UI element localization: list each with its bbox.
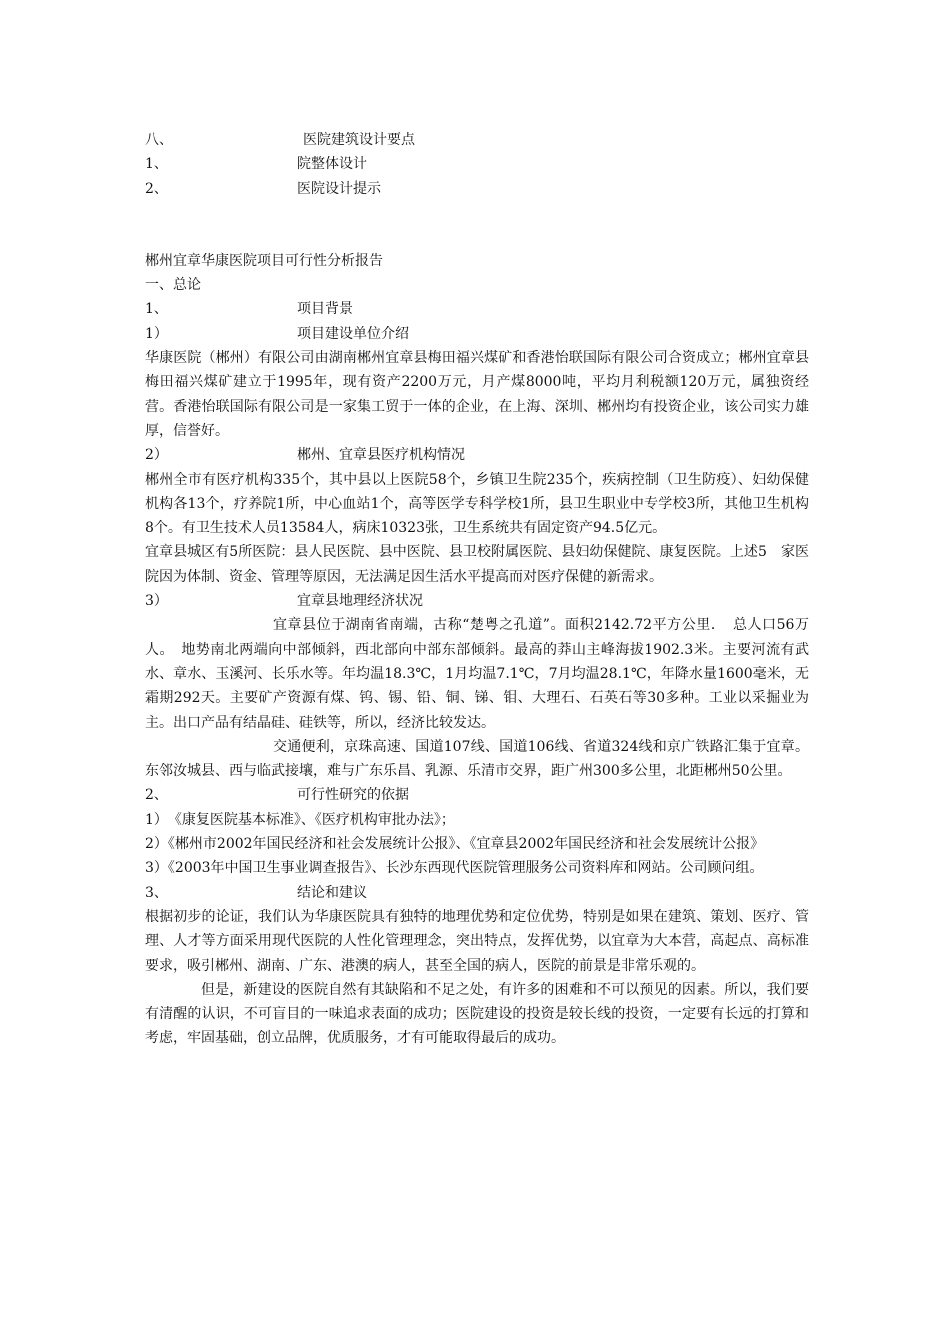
paragraph: 宜章县城区有5所医院：县人民医院、县中医院、县卫校附属医院、县妇幼保健院、康复医院。上述5 家医院因为体制、资金、管理等原因，无法满足因生活水平提高而对医疗保健的新需求。	[145, 544, 809, 585]
section-title: 可行性研究的依据	[297, 787, 409, 804]
toc-title: 医院设计提示	[297, 180, 381, 197]
document-page	[145, 128, 809, 1051]
section-heading: 2、 可行性研究的依据	[145, 783, 809, 807]
subsection-title: 项目建设单位介绍	[297, 325, 409, 342]
paragraph: 交通便利，京珠高速、国道107线、国道106线、省道324线和京广铁路汇集于宜章。东邻汝城县、西与临武接壤，难与广东乐昌、乳源、乐清市交界，距广州300多公里，北距郴州50公里。	[145, 738, 809, 780]
section-heading: 1、 项目背景	[145, 297, 809, 321]
paragraph: 但是，新建设的医院自然有其缺陷和不足之处，有许多的困难和不可以预见的因素。所以，我们要有清醒的认识，不可盲目的一味追求表面的成功；医院建设的投资是较长线的投资，一定要有长远的打算和考虑，牢固基础，创立品牌，优质服务，才有可能取得最后的成功。	[145, 981, 809, 1047]
section-title: 结论和建议	[297, 884, 367, 901]
section-heading: 3、 结论和建议	[145, 881, 809, 905]
subsection-heading: 3） 宜章县地理经济状况	[145, 589, 809, 613]
toc-entry-8: 八、 医院建筑设计要点	[145, 128, 809, 152]
toc-entry-2: 2、 医院设计提示	[145, 177, 809, 201]
paragraph: 宜章县位于湖南省南端，古称“楚粤之孔道”。面积2142.72平方公里． 总人口56万人。 地势南北两端向中部倾斜，西北部向中部东部倾斜。最高的莽山主峰海拔1902.3米。主要河流有武水、章水、玉溪河、长乐水等。年均温18.3℃，1月均温7.1℃，7月均温28.1℃，年降水量1600毫米，无霜期292天。主要矿产资源有煤、钨、锡、铅、铜、锑、钼、大理石、石英石等30多种。工业以采掘业为主。出口产品有结晶硅、硅铁等，所以，经济比较发达。	[145, 617, 809, 731]
subsection-heading: 1） 项目建设单位介绍	[145, 322, 809, 346]
paragraph: 华康医院（郴州）有限公司由湖南郴州宜章县梅田福兴煤矿和香港怡联国际有限公司合资成立；郴州宜章县梅田福兴煤矿建立于1995年，现有资产2200万元，月产煤8000吨，平均月利税额120万元，属独资经营。香港怡联国际有限公司是一家集工贸于一体的企业，在上海、深圳、郴州均有投资企业，该公司实力雄厚，信誉好。	[145, 350, 809, 439]
reference-item: 3）《2003年中国卫生事业调查报告》、长沙东西现代医院管理服务公司资料库和网站。公司顾问组。	[145, 860, 764, 877]
subsection-title: 郴州、宜章县医疗机构情况	[297, 447, 465, 464]
subsection-title: 宜章县地理经济状况	[297, 593, 423, 610]
section-title: 项目背景	[297, 301, 353, 318]
toc-title: 院整体设计	[297, 156, 367, 173]
chapter-heading: 一、总论	[145, 277, 201, 294]
toc-title: 医院建筑设计要点	[303, 132, 415, 148]
subsection-heading: 2） 郴州、宜章县医疗机构情况	[145, 443, 809, 467]
reference-item: 2）《郴州市2002年国民经济和社会发展统计公报》、《宜章县2002年国民经济和社会发展统计公报》	[145, 836, 765, 853]
toc-entry-1: 1、 院整体设计	[145, 152, 809, 176]
paragraph: 根据初步的论证，我们认为华康医院具有独特的地理优势和定位优势，特别是如果在建筑、策划、医疗、管理、人才等方面采用现代医院的人性化管理理念，突出特点，发挥优势，以宜章为大本营，高起点、高标准要求，吸引郴州、湖南、广东、港澳的病人，甚至全国的病人，医院的前景是非常乐观的。	[145, 908, 809, 974]
document-title: 郴州宜章华康医院项目可行性分析报告	[145, 252, 383, 269]
reference-item: 1） 《康复医院基本标准》、《医疗机构审批办法》；	[145, 811, 455, 828]
paragraph: 郴州全市有医疗机构335个，其中县以上医院58个，乡镇卫生院235个，疾病控制（卫生防疫）、妇幼保健机构各13个，疗养院1所，中心血站1个，高等医学专科学校1所，县卫生职业中专学校3所，其他卫生机构8个。有卫生技术人员13584人，病床10323张，卫生系统共有固定资产94.5亿元。	[145, 471, 809, 537]
